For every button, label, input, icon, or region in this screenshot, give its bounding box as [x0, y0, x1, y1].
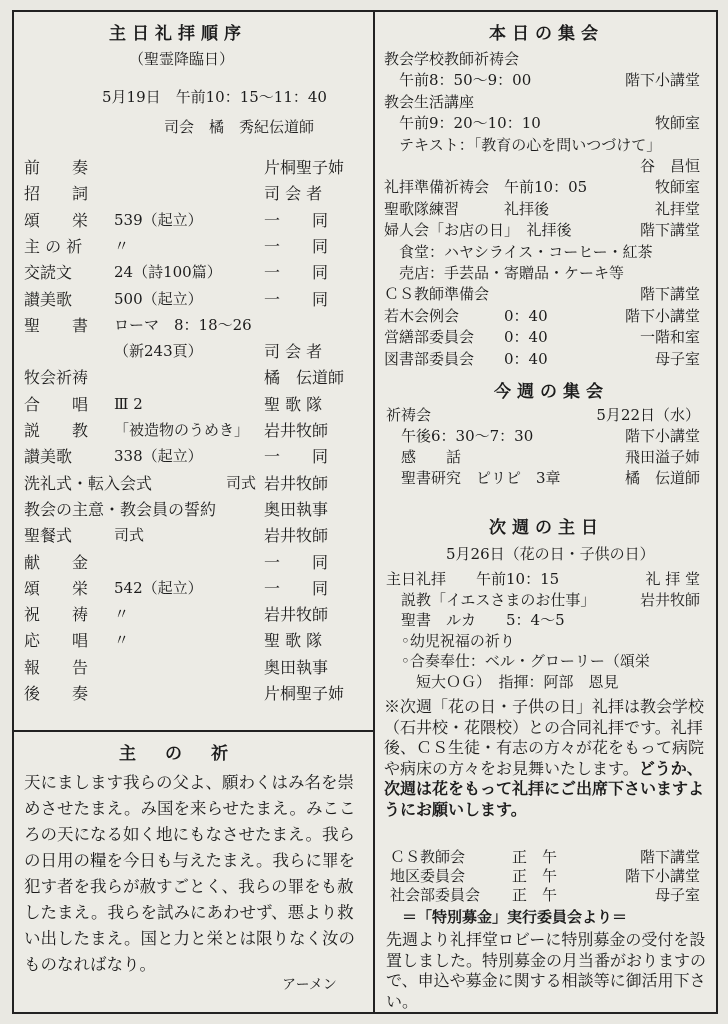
- today-row-text: 午前8：50〜9：00: [384, 71, 532, 90]
- order-item-person: 岩井牧師: [264, 473, 329, 493]
- today-row-place: 牧師室: [654, 178, 700, 197]
- order-item-name: 頌 栄: [24, 578, 89, 598]
- order-item-person: 岩井牧師: [264, 421, 329, 440]
- prayer-title: 主 の 祈: [119, 744, 234, 764]
- order-item-person: 司 会 者: [264, 342, 323, 362]
- week-title: 今週の集会: [494, 382, 609, 402]
- today-row-text: 婦人会「お店の日」 礼拝後: [384, 221, 572, 240]
- today-row-text: 午前9：20〜10：10: [384, 114, 541, 133]
- today-row-place: 母子室: [654, 349, 700, 368]
- next-row-text: 聖書 ルカ 5：4〜5: [386, 611, 565, 629]
- meeting-time: 正 午: [512, 848, 558, 866]
- order-presider: 司会 橘 秀紀伝道師: [164, 118, 315, 136]
- order-item-name: 洗礼式・転入会式: [24, 473, 153, 493]
- today-row-text: 営繕部委員会 0：40: [384, 328, 548, 347]
- meeting-time: 正 午: [512, 886, 558, 904]
- order-item-name: 讃美歌: [24, 289, 73, 309]
- order-subtitle: （聖霊降臨日）: [129, 50, 235, 68]
- order-item-person: 橘 伝道師: [264, 368, 345, 388]
- prayer-amen: アーメン: [282, 977, 337, 993]
- bulletin-page: [12, 10, 718, 1014]
- order-item-person: 司 会 者: [264, 184, 323, 204]
- order-item-name: 応 唱: [24, 631, 89, 651]
- today-row-text: 売店：手芸品・寄贈品・ケーキ等: [384, 264, 625, 282]
- order-title: 主日礼拝順序: [109, 24, 247, 44]
- meeting-name: ＣＳ教師会: [390, 848, 466, 866]
- today-row-place: 階下小講堂: [624, 71, 700, 90]
- today-row-text: 教会生活講座: [384, 92, 475, 111]
- order-item-detail: Ⅲ 2: [114, 394, 143, 413]
- meeting-place: 階下講堂: [639, 848, 700, 866]
- section-divider: [14, 730, 373, 732]
- order-item-name: 讃美歌: [24, 447, 73, 467]
- order-item-person: 聖 歌 隊: [264, 394, 323, 414]
- next-row-text: 主日礼拝 午前10：15: [386, 570, 560, 588]
- today-row-place: 階下講堂: [639, 285, 700, 304]
- week-row-place: 飛田溢子姉: [624, 448, 700, 466]
- week-row-place: 橘 伝道師: [624, 469, 700, 487]
- order-item-person: 一 同: [264, 263, 329, 283]
- order-item-person: 一 同: [264, 447, 329, 467]
- week-row-text: 祈祷会: [386, 406, 432, 424]
- order-item-person: 聖 歌 隊: [264, 631, 323, 651]
- order-item-person: 奥田執事: [264, 657, 329, 677]
- today-row-place: 礼拝堂: [654, 199, 700, 218]
- next-title: 次週の主日: [489, 518, 604, 538]
- order-item-name: 招 詞: [24, 184, 89, 204]
- order-item-name: 後 奏: [24, 684, 89, 703]
- meeting-name: 地区委員会: [390, 867, 466, 885]
- today-row-place: 牧師室: [654, 114, 700, 133]
- column-divider: [373, 12, 375, 1012]
- next-row-text: ◦幼児祝福の祈り: [386, 631, 515, 650]
- next-note-bold: どうか、次週は花をもって礼拝にご出席下さいますようにお願いします。: [384, 758, 705, 819]
- next-row-place: 礼 拝 堂: [645, 570, 700, 588]
- order-item-person: 片桐聖子姉: [264, 158, 345, 177]
- meeting-place: 階下小講堂: [624, 867, 700, 885]
- order-item-detail: 539（起立）: [114, 210, 203, 229]
- today-row-place: 谷 昌恒: [639, 157, 700, 175]
- order-item-detail: 「被造物のうめき」: [114, 421, 250, 439]
- order-item-name: 聖餐式: [24, 526, 73, 546]
- order-item-name: 牧会祈祷: [24, 368, 89, 388]
- order-item-name: 聖 書: [24, 315, 89, 335]
- order-item-detail: 542（起立）: [114, 578, 203, 597]
- week-row-text: 聖書研究 ピリピ 3章: [386, 469, 561, 487]
- order-item-detail: 司式: [114, 526, 145, 545]
- next-row-text: ◦合奏奉仕：ベル・グローリー（頌栄: [386, 652, 650, 670]
- week-row-place: 5月22日（水）: [596, 406, 700, 424]
- today-row-text: 聖歌隊練習 礼拝後: [384, 199, 550, 218]
- order-item-name: 報 告: [24, 657, 89, 677]
- order-item-detail: 500（起立）: [114, 289, 203, 308]
- order-item-name: 教会の主意・教会員の誓約: [24, 499, 217, 519]
- order-item-detail: 〃: [114, 236, 130, 255]
- order-item-person: 片桐聖子姉: [264, 684, 345, 703]
- order-item-detail: 司式: [226, 473, 257, 492]
- order-item-name: 献 金: [24, 552, 89, 572]
- order-item-person: 一 同: [264, 210, 329, 230]
- order-item-detail: 〃: [114, 605, 130, 624]
- today-title: 本日の集会: [489, 24, 604, 44]
- meeting-time: 正 午: [512, 867, 558, 885]
- special-title: ＝「特別募金」実行委員会より＝: [402, 908, 628, 926]
- order-item-detail: 338（起立）: [114, 447, 203, 466]
- week-row-text: 午後6：30〜7：30: [386, 427, 534, 445]
- order-item-person: 岩井牧師: [264, 526, 329, 546]
- today-row-text: テキスト：「教育の心を問いつづけて」: [384, 135, 662, 154]
- meeting-name: 社会部委員会: [390, 886, 481, 904]
- order-item-name: 説 教: [24, 421, 89, 440]
- order-item-person: 奥田執事: [264, 499, 329, 519]
- order-item-name: 交読文: [24, 263, 73, 283]
- week-row-place: 階下小講堂: [624, 427, 700, 445]
- next-note-text: ※次週「花の日・子供の日」礼拝は教会学校（石井校・花隈校）との合同礼拝です。礼拝後、ＣＳ生徒・有志の方々が花をもって病院や病床の方々をお見舞いたします。: [384, 697, 705, 778]
- next-row-place: 岩井牧師: [639, 590, 700, 609]
- next-subtitle: 5月26日（花の日・子供の日）: [446, 545, 655, 563]
- today-row-text: ＣＳ教師準備会: [384, 285, 490, 304]
- today-row-text: 礼拝準備祈祷会 午前10：05: [384, 178, 588, 197]
- today-row-text: 教会学校教師祈祷会: [384, 50, 520, 68]
- order-item-detail: 24（詩100篇）: [114, 263, 222, 282]
- today-row-text: 食堂：ハヤシライス・コーヒー・紅茶: [384, 242, 653, 261]
- today-row-place: 一階和室: [639, 328, 700, 347]
- order-item-detail: 〃: [114, 631, 130, 650]
- week-row-text: 感 話: [386, 448, 462, 466]
- order-item-name: 祝 祷: [24, 605, 89, 625]
- order-item-person: 一 同: [264, 552, 329, 572]
- next-note: [384, 697, 712, 820]
- order-item-detail: ローマ 8：18〜26: [114, 315, 252, 334]
- prayer-text: 天にまします我らの父よ、願わくはみ名を崇めさせたまえ。み国を来らせたまえ。みこころの天になる如く地にもなさせたまえ。我らの日用の糧を今日も与えたまえ。我らに罪を犯す者を我らが赦すごとく、我らの罪をも赦したまえ。我らを試みにあわせず、悪より救い出したまえ。国と力と栄とは限りなく汝のものなればなり。: [24, 773, 356, 974]
- today-row-text: 図書部委員会 0：40: [384, 349, 548, 368]
- special-text: 先週より礼拝堂ロビーに特別募金の受付を設置しました。特別募金の月当番がおりますので、申込や募金に関する相談等に御活用下さい。: [386, 930, 707, 1011]
- order-item-name: 前 奏: [24, 158, 89, 177]
- next-row-text: 短大ＯＧ） 指揮：阿部 恩見: [386, 672, 619, 691]
- order-item-person: 一 同: [264, 578, 329, 598]
- today-row-place: 階下小講堂: [624, 306, 700, 325]
- meeting-place: 母子室: [654, 886, 700, 904]
- order-item-name: 主 の 祈: [24, 236, 83, 256]
- order-item-person: 一 同: [264, 289, 329, 309]
- next-row-text: 説教「イエスさまのお仕事」: [386, 590, 596, 609]
- order-item-name: 合 唱: [24, 394, 89, 414]
- order-item-detail: （新243頁）: [114, 342, 203, 361]
- today-row-place: 階下講堂: [639, 221, 700, 240]
- order-item-person: 一 同: [264, 236, 329, 256]
- order-item-person: 岩井牧師: [264, 605, 329, 625]
- order-item-name: 頌 栄: [24, 210, 89, 230]
- order-date: 5月19日 午前10：15〜11：40: [102, 88, 327, 106]
- today-row-text: 若木会例会 0：40: [384, 306, 548, 325]
